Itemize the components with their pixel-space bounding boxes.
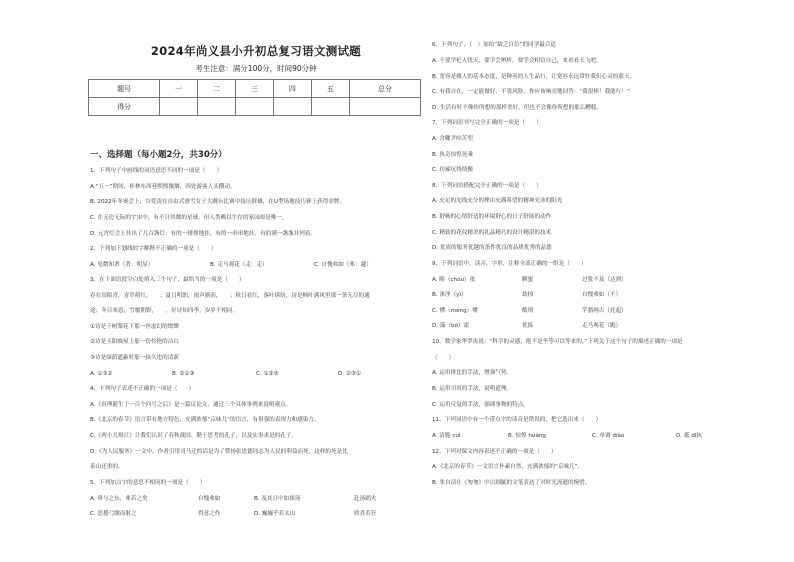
option-a-idiom: 过犹不及（达到） xyxy=(582,277,627,283)
option-a[interactable]: A. ①③② xyxy=(90,371,113,377)
table-cell: 得分 xyxy=(89,98,160,116)
question-line: B. 2022年冬奥会上，谷爱凌在自由式滑雪女子大跳台比赛中技压群雄，在U型场地技巧赛上获得金牌。 xyxy=(90,199,346,205)
table-cell: 总分 xyxy=(349,80,420,98)
score-cell[interactable] xyxy=(349,98,420,116)
question-line: D.《为人民服务》一文中，作者引用司马迁的话是为了赞扬张思德同志为人民的利益而死，这样的死是比 xyxy=(90,449,348,455)
option-c[interactable]: C. ①②③ xyxy=(256,371,279,377)
option-d[interactable]: D. 藻（bó）霍 xyxy=(432,323,470,329)
table-row xyxy=(89,98,421,116)
question-1: 1、下列句子中画线的词语意思不同的一项是（ ） xyxy=(90,168,223,174)
option-a[interactable]: A. 清脆 cuì xyxy=(432,433,461,439)
option-c[interactable]: C. 懂（méng）懂 xyxy=(432,308,478,314)
option-b[interactable]: B. ②①③ xyxy=(172,371,195,377)
score-table xyxy=(88,79,421,116)
option-b[interactable]: B. 涞淫（yì） xyxy=(432,292,467,298)
question-line: 泰山还重的。 xyxy=(90,464,124,470)
question-line: ①诗是千树梨花下那一丝虚幻的缥缈 xyxy=(90,324,179,330)
question-line: C. 在无边无际的宇宙中，有不计其数的星球，但人类赖以生存的家园却是唯一。 xyxy=(90,215,288,221)
table-cell: 三 xyxy=(236,80,274,98)
option-a-word: 自愧弗如 xyxy=(198,496,221,502)
question-line: 途；冬日寒意，雪覆朝野， 。好诗知四季，岁岁不相同。 xyxy=(90,308,239,314)
option-c[interactable]: C. 思援弓缴而射之 xyxy=(90,511,137,517)
question-7: 7、下列词语书写完全正确的一项是（ ） xyxy=(432,120,542,126)
option-b[interactable]: B. 惊惶 huáng xyxy=(508,433,546,439)
table-cell: 四 xyxy=(273,80,311,98)
question-10: 10、数学家华罗庚说：“科学的灵感，绝不是坐等可以等来的。”下列关于这个句子的描述正确的一项是 xyxy=(432,339,683,345)
question-line: A. 运用排比的手法，增强气势。 xyxy=(432,370,513,376)
score-cell[interactable] xyxy=(236,98,274,116)
question-line: C. 精致的花纹精美的礼品精巧的设计精湛的技术 xyxy=(432,230,552,236)
table-cell: 一 xyxy=(160,80,198,98)
table-cell: 二 xyxy=(198,80,236,98)
question-line: C.《两小儿辩日》让我们认识了春秋战国、勤于思考的孔子，以及实事求是的孔子。 xyxy=(90,433,298,439)
option-a[interactable]: A. 畴（chóu）依 xyxy=(432,277,476,283)
question-line: C. 仿郝坑绕绕搬 xyxy=(432,167,474,173)
question-line: 春在田陌青，青草萌红， ；夏日明朗，雨声淅沥， ；秋日看红，落叶缤纷，诗是枫叶满风里那一条无尽的通 xyxy=(90,293,370,299)
question-line: A.“五一”期间，桂林东西巷熙熙攘攘，四处游客人头攒动。 xyxy=(90,184,236,190)
question-5: 5、下列加点字的意思不相同的一项是（ ） xyxy=(90,480,206,486)
option-b[interactable]: B. 走马观花（走：走） xyxy=(210,262,268,268)
question-line: （ ） xyxy=(432,355,455,361)
option-d-word: 欣喜若狂 xyxy=(354,511,377,517)
option-d[interactable]: D. 抵 dǐ抗 xyxy=(676,433,702,439)
option-d[interactable]: D. 巍巍乎若太山 xyxy=(254,511,296,517)
option-b-word: 赴汤蹈火 xyxy=(354,496,377,502)
score-cell[interactable] xyxy=(311,98,349,116)
question-12: 12、下列对课文内容表述不正确的一项是（ ） xyxy=(432,449,557,455)
question-line: A. 不要学杞人忧天，要学会辨析，要学会相信自己，来看看天飞吧。 xyxy=(432,58,602,64)
score-cell[interactable] xyxy=(160,98,198,116)
question-11: 11、下列词语中有一个带点字的读音是错误的，把它选出来（ ） xyxy=(432,417,602,423)
question-line: A. 含糊尹咬苦型 xyxy=(432,136,473,142)
question-line: B. 舒畅的心情舒适的环境舒心的日子舒展的动作 xyxy=(432,214,552,220)
table-row xyxy=(89,80,421,98)
question-2: 2、下列加下划线的字解释不正确的一项是（ ） xyxy=(90,246,217,252)
option-d-idiom: 走马观花（跑） xyxy=(582,323,622,329)
question-line: B. 运用引用的手法，说明道理。 xyxy=(432,386,513,392)
exam-notice: 考生注意：满分100分，时间90分钟 xyxy=(195,64,317,73)
question-line: B. 执奇惊惶死乘 xyxy=(432,152,473,158)
question-line: A.《北京的春节》一文语言朴素自然，充满浓郁的“京味儿”。 xyxy=(432,464,584,470)
question-line: C. 有我自在，一定能做好，不畏风险，你应该响亮地回答：“我很棒！我能行！” xyxy=(432,89,630,95)
question-8: 8、下列词语搭配完全正确的一项是（ ） xyxy=(432,183,542,189)
option-b-word: 劫掠 xyxy=(522,292,534,298)
score-cell[interactable] xyxy=(273,98,311,116)
option-b-idiom: 自愧弗如（不） xyxy=(582,292,622,298)
section-heading: 一、选择题（每小题2分，共30分） xyxy=(90,150,227,160)
score-cell[interactable] xyxy=(198,98,236,116)
option-a[interactable]: A. 垂与之东，弗若之矣 xyxy=(90,496,148,502)
question-3: 3、在下面语段空白处填入三个句子，最恰当的一项是（ ） xyxy=(90,277,245,283)
question-line: ②诗是玉阳映屋上那一份怜艳的洁白 xyxy=(90,339,179,345)
option-c-idiom: 竿豁网古（托起） xyxy=(582,308,627,314)
question-line: B. 宽容是做人的基本态度，是种善的人生品行，让宽容永远常驻我们心灵的蓝天。 xyxy=(432,74,636,80)
option-d-word: 优拣 xyxy=(522,323,534,329)
option-b[interactable]: B. 及其日中如探汤 xyxy=(254,496,301,502)
question-line: D. 元宵灯会上挂出了几百盏灯：有的一排排地挂，有的一串串地挂，有的满一盏盏并列着。 xyxy=(90,231,317,237)
option-a[interactable]: A. 见微知著（著：明显） xyxy=(90,262,154,268)
page-title: 2024年尚义县小升初总复习语文测试题 xyxy=(150,44,362,58)
question-line: ③诗是绿荫遮蔽时那一抹久违的清新 xyxy=(90,355,179,361)
table-cell: 五 xyxy=(311,80,349,98)
question-6: 6、下列句子，（ ）加给“缺乏自信”的同学最合适 xyxy=(432,42,557,48)
question-line: A.《真理诞生于一百个问号之后》是一篇议论文，通过三个具体事例来说明观点。 xyxy=(90,402,292,408)
question-line: D. 生活有时不像你所想的那样美好，但也不会像你所想的那么糟糕。 xyxy=(432,105,603,111)
question-9: 9、下列词语中，读音、字形、注释全部正确的一组是（ ） xyxy=(432,261,587,267)
option-a-word: 瞬蜜 xyxy=(522,277,534,283)
question-line: A. 充足的光线充分的理由充满希望的精神充沛的阳光 xyxy=(432,198,563,204)
option-d[interactable]: D. ②③① xyxy=(338,371,361,377)
question-4: 4、下列句子表述不正确的一项是（ ） xyxy=(90,386,195,392)
question-line: C. 运用反复的手法，强调事物的特点。 xyxy=(432,402,529,408)
question-line: B.《北京的春节》语言带有地方特色，充满浓郁“京味儿”的语言，有很强的表现力和感染力。 xyxy=(90,417,320,423)
option-c[interactable]: C. 单调 diào xyxy=(592,433,625,439)
option-c-word: 酷刑 xyxy=(522,308,534,314)
table-cell: 题号 xyxy=(89,80,160,98)
option-c-word: 得意之作 xyxy=(198,511,221,517)
question-line: D. 优质的服务优越的条件优良的品质优秀的品德 xyxy=(432,245,552,251)
question-line: B. 朱自清在《匆匆》中以细腻的文笔表达了对时光流逝的惋惜。 xyxy=(432,480,591,486)
option-c[interactable]: C. 自愧弗如（弗：越） xyxy=(314,262,372,268)
